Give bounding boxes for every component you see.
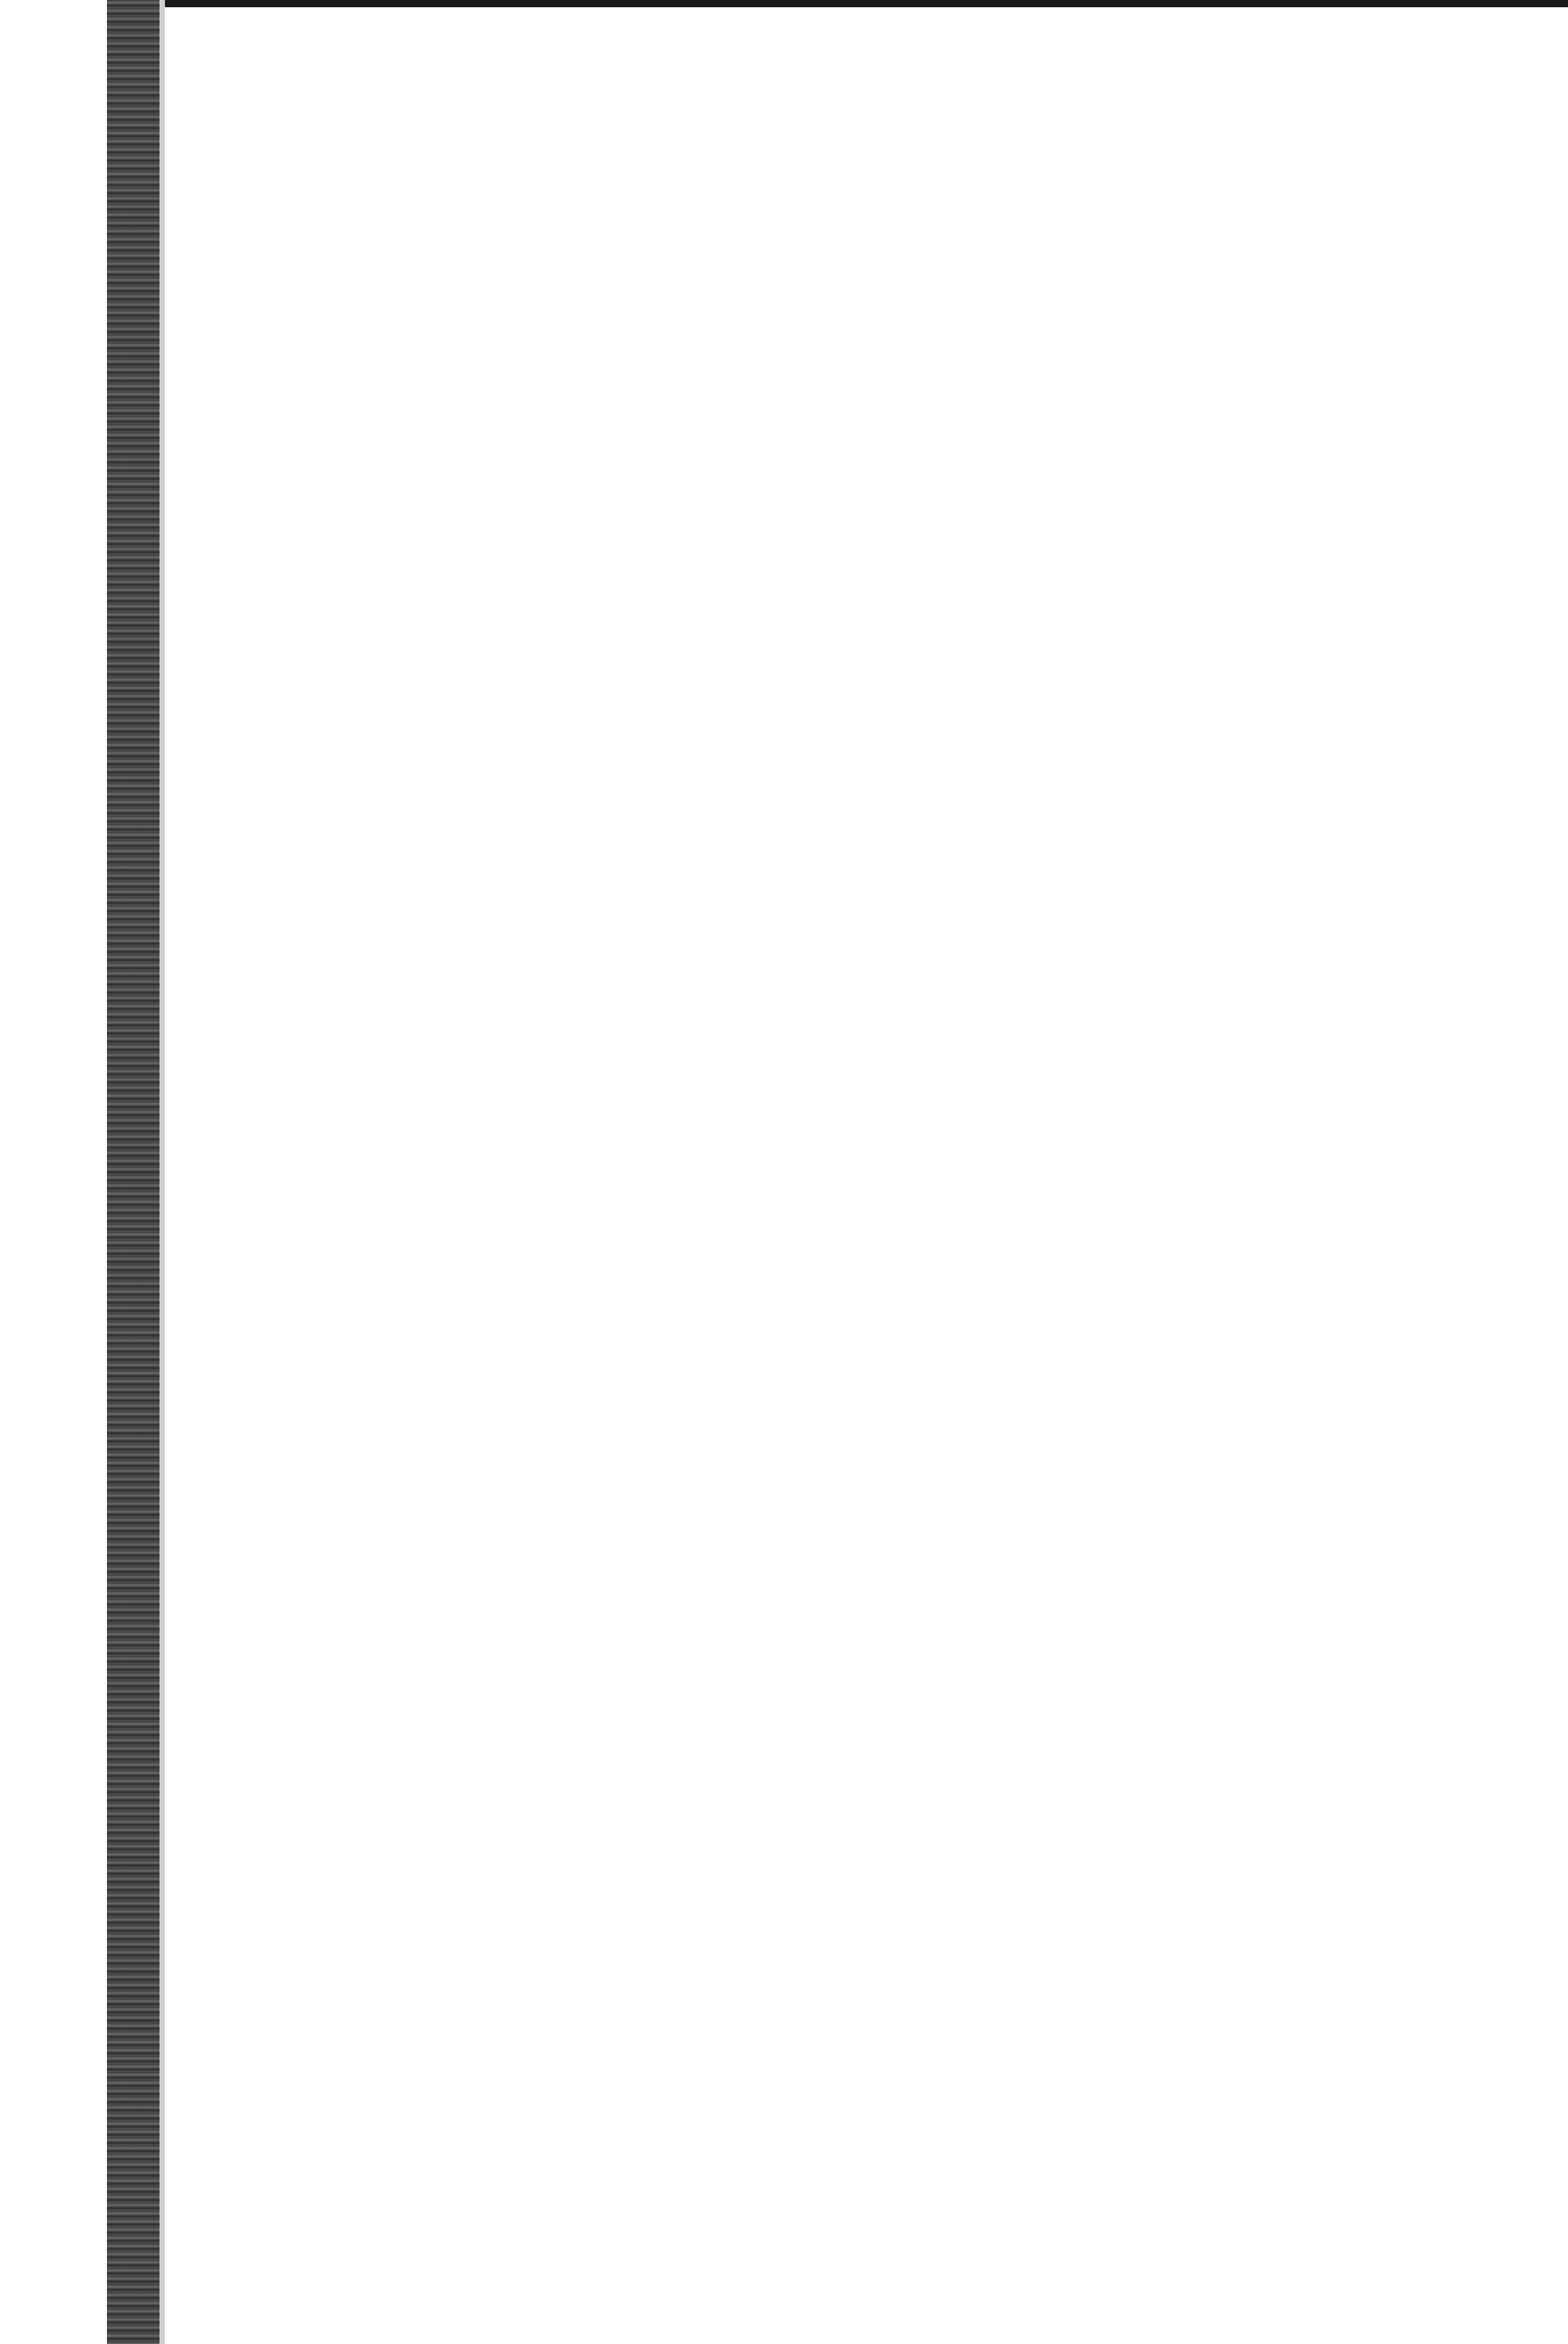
page-gutter [160, 0, 165, 2344]
top-edge [165, 0, 1568, 7]
directory-page [218, 91, 1550, 104]
book-binding [107, 0, 160, 2344]
continued-entries [218, 91, 1550, 104]
country-sections [218, 91, 1550, 104]
